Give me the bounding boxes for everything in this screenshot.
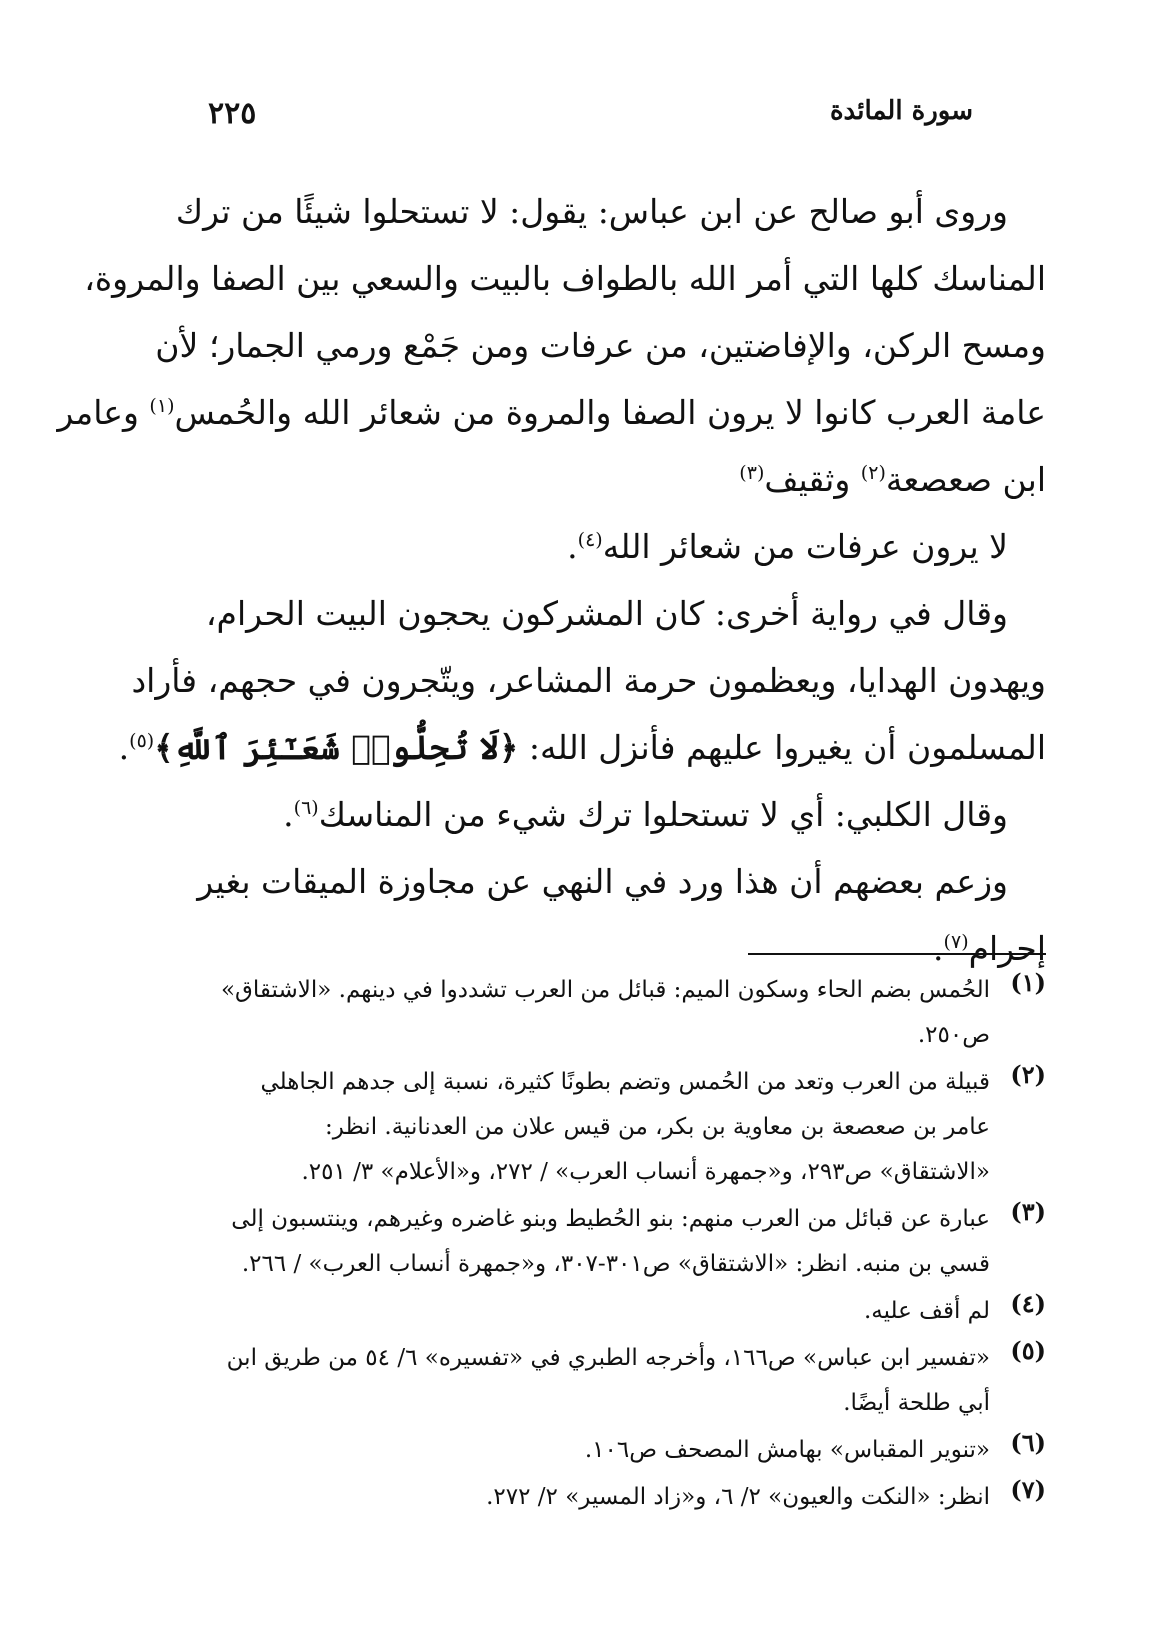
- text-line: وزعم بعضهم أن هذا ورد في النهي عن مجاوزة الميقات بغير: [197, 862, 1008, 901]
- text-line: ومسح الركن، والإفاضتين، من عرفات ومن جَمْع ورمي الجمار؛ لأن: [155, 326, 1046, 365]
- footnotes: [116, 968, 1046, 1522]
- footnote: [116, 1060, 1046, 1195]
- text-run: ابن صعصعة: [885, 460, 1046, 499]
- footnote: [116, 968, 1046, 1058]
- footnote: [116, 1428, 1046, 1473]
- footnote-number: (٢): [1010, 1060, 1046, 1089]
- main-text: [57, 178, 1046, 982]
- footnote-line: «تفسير ابن عباس» ص١٦٦، وأخرجه الطبري في «تفسيره» ٦/ ٥٤ من طريق ابن: [226, 1345, 990, 1371]
- footnote: [116, 1475, 1046, 1520]
- footnote-number: (٧): [1010, 1475, 1046, 1504]
- text-run: وعامر: [57, 393, 139, 432]
- footnote-marker[interactable]: (٦): [293, 797, 319, 819]
- text-run: لا يرون عرفات من شعائر الله: [602, 527, 1008, 566]
- footnote-number: (٥): [1010, 1336, 1046, 1365]
- text-line: [116, 513, 1046, 580]
- text-line: [116, 446, 1046, 513]
- footnote-line: انظر: «النكت والعيون» ٢/ ٦، و«زاد المسير» ٢/ ٢٧٢.: [486, 1484, 990, 1510]
- text-run: .: [567, 527, 578, 566]
- footnote-line: قبيلة من العرب وتعد من الحُمس وتضم بطونًا كثيرة، نسبة إلى جدهم الجاهلي: [260, 1069, 990, 1095]
- footnote-marker[interactable]: (٥): [129, 730, 155, 752]
- footnote: [116, 1289, 1046, 1334]
- text-line: [116, 714, 1046, 781]
- footnote-number: (٣): [1010, 1197, 1046, 1226]
- footnote-number: (٤): [1010, 1289, 1046, 1318]
- text-line: [116, 781, 1046, 848]
- footnote: [116, 1197, 1046, 1287]
- text-line: وقال في رواية أخرى: كان المشركون يحجون البيت الحرام،: [205, 594, 1008, 633]
- footnote-line: «الاشتقاق» ص٢٩٣، و«جمهرة أنساب العرب» / ٢٧٢، و«الأعلام» ٣/ ٢٥١.: [301, 1159, 990, 1185]
- text-line: وروى أبو صالح عن ابن عباس: يقول: لا تستحلوا شيئًا من ترك: [175, 192, 1008, 231]
- footnote-line: عبارة عن قبائل من العرب منهم: بنو الحُطيط وبنو غاضره وغيرهم، وينتسبون إلى: [231, 1206, 990, 1232]
- footnote-marker[interactable]: (٣): [739, 462, 765, 484]
- footnote-marker[interactable]: (٧): [943, 931, 969, 953]
- footnote-marker[interactable]: (٢): [860, 462, 886, 484]
- footnote-marker[interactable]: (٤): [577, 529, 603, 551]
- footnote-line: قسي بن منبه. انظر: «الاشتقاق» ص٣٠١-٣٠٧، و«جمهرة أنساب العرب» / ٢٦٦.: [241, 1251, 990, 1277]
- text-line: ويهدون الهدايا، ويعظمون حرمة المشاعر، ويتّجرون في حجهم، فأراد: [131, 661, 1046, 700]
- footnote-line: «تنوير المقباس» بهامش المصحف ص١٠٦.: [584, 1437, 990, 1463]
- running-header-surah: سورة المائدة: [829, 96, 973, 126]
- text-run: .: [283, 795, 294, 834]
- quran-verse: ﴿لَا تُحِلُّوا۟ شَعَـٰٓئِرَ ٱللَّهِ﴾: [154, 728, 519, 767]
- text-line: المناسك كلها التي أمر الله بالطواف بالبيت والسعي بين الصفا والمروة،: [84, 259, 1046, 298]
- text-run: المسلمون أن يغيروا عليهم فأنزل الله:: [518, 728, 1046, 767]
- footnote-line: الحُمس بضم الحاء وسكون الميم: قبائل من العرب تشددوا في دينهم. «الاشتقاق»: [220, 977, 990, 1003]
- page-number: ٢٢٥: [208, 96, 257, 131]
- text-run: .: [933, 929, 944, 968]
- footnote-separator: [748, 953, 1046, 955]
- text-run: إحرام: [968, 929, 1046, 968]
- text-run: عامة العرب كانوا لا يرون الصفا والمروة من شعائر الله والحُمس: [174, 393, 1046, 432]
- text-run: .: [118, 728, 130, 767]
- footnote-number: (١): [1010, 968, 1046, 997]
- footnote-number: (٦): [1010, 1428, 1046, 1457]
- text-run: وقال الكلبي: أي لا تستحلوا ترك شيء من المناسك: [318, 795, 1008, 834]
- footnote-marker[interactable]: (١): [149, 395, 175, 417]
- footnote: [116, 1336, 1046, 1426]
- footnote-line: أبي طلحة أيضًا.: [843, 1390, 990, 1416]
- footnote-line: لم أقف عليه.: [863, 1298, 990, 1324]
- footnote-line: عامر بن صعصعة بن معاوية بن بكر، من قيس علان من العدنانية. انظر:: [325, 1114, 990, 1140]
- footnote-line: ص٢٥٠.: [917, 1022, 990, 1048]
- text-line: [57, 379, 1046, 446]
- text-run: وثقيف: [764, 460, 851, 499]
